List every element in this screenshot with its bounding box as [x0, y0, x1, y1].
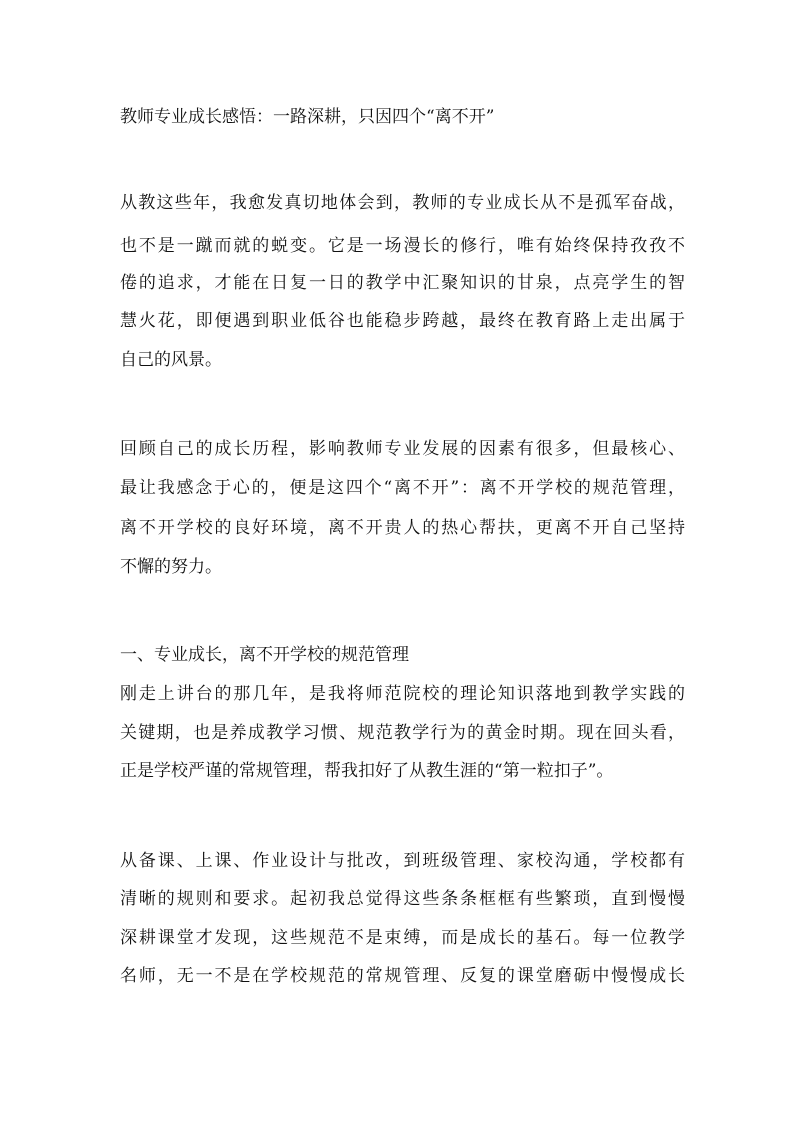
document-title: 教师专业成长感悟：一路深耕，只因四个“离不开” [120, 107, 495, 127]
paragraph-line: 从备课、上课、作业设计与批改，到班级管理、家校沟通，学校都有 [120, 851, 685, 871]
paragraph-line: 自己的风景。 [120, 350, 222, 370]
paragraph-line: 名师，无一不是在学校规范的常规管理、反复的课堂磨砺中慢慢成长 [120, 966, 685, 986]
paragraph-line: 倦的追求，才能在日复一日的教学中汇聚知识的甘泉，点亮学生的智 [120, 273, 685, 293]
paragraph-line: 从教这些年，我愈发真切地体会到，教师的专业成长从不是孤军奋战， [120, 193, 685, 213]
paragraph-line: 正是学校严谨的常规管理，帮我扣好了从教生涯的“第一粒扣子”。 [120, 761, 614, 781]
section-heading: 一、专业成长，离不开学校的规范管理 [120, 645, 409, 665]
paragraph-line: 清晰的规则和要求。起初我总觉得这些条条框框有些繁琐，直到慢慢 [120, 889, 685, 909]
paragraph-line: 不懈的努力。 [120, 557, 222, 577]
paragraph-line: 深耕课堂才发现，这些规范不是束缚，而是成长的基石。每一位教学 [120, 928, 685, 948]
paragraph-line: 也不是一蹴而就的蜕变。它是一场漫长的修行，唯有始终保持孜孜不 [120, 236, 685, 256]
paragraph-line: 慧火花，即便遇到职业低谷也能稳步跨越，最终在教育路上走出属于 [120, 311, 685, 331]
paragraph-line: 刚走上讲台的那几年，是我将师范院校的理论知识落地到教学实践的 [120, 684, 685, 704]
paragraph-line: 离不开学校的良好环境，离不开贵人的热心帮扶，更离不开自己坚持 [120, 518, 685, 538]
paragraph-line: 关键期，也是养成教学习惯、规范教学行为的黄金时期。现在回头看， [120, 723, 685, 743]
paragraph-line: 最让我感念于心的，便是这四个“离不开”：离不开学校的规范管理， [120, 478, 685, 498]
paragraph-line: 回顾自己的成长历程，影响教师专业发展的因素有很多，但最核心、 [120, 439, 685, 459]
